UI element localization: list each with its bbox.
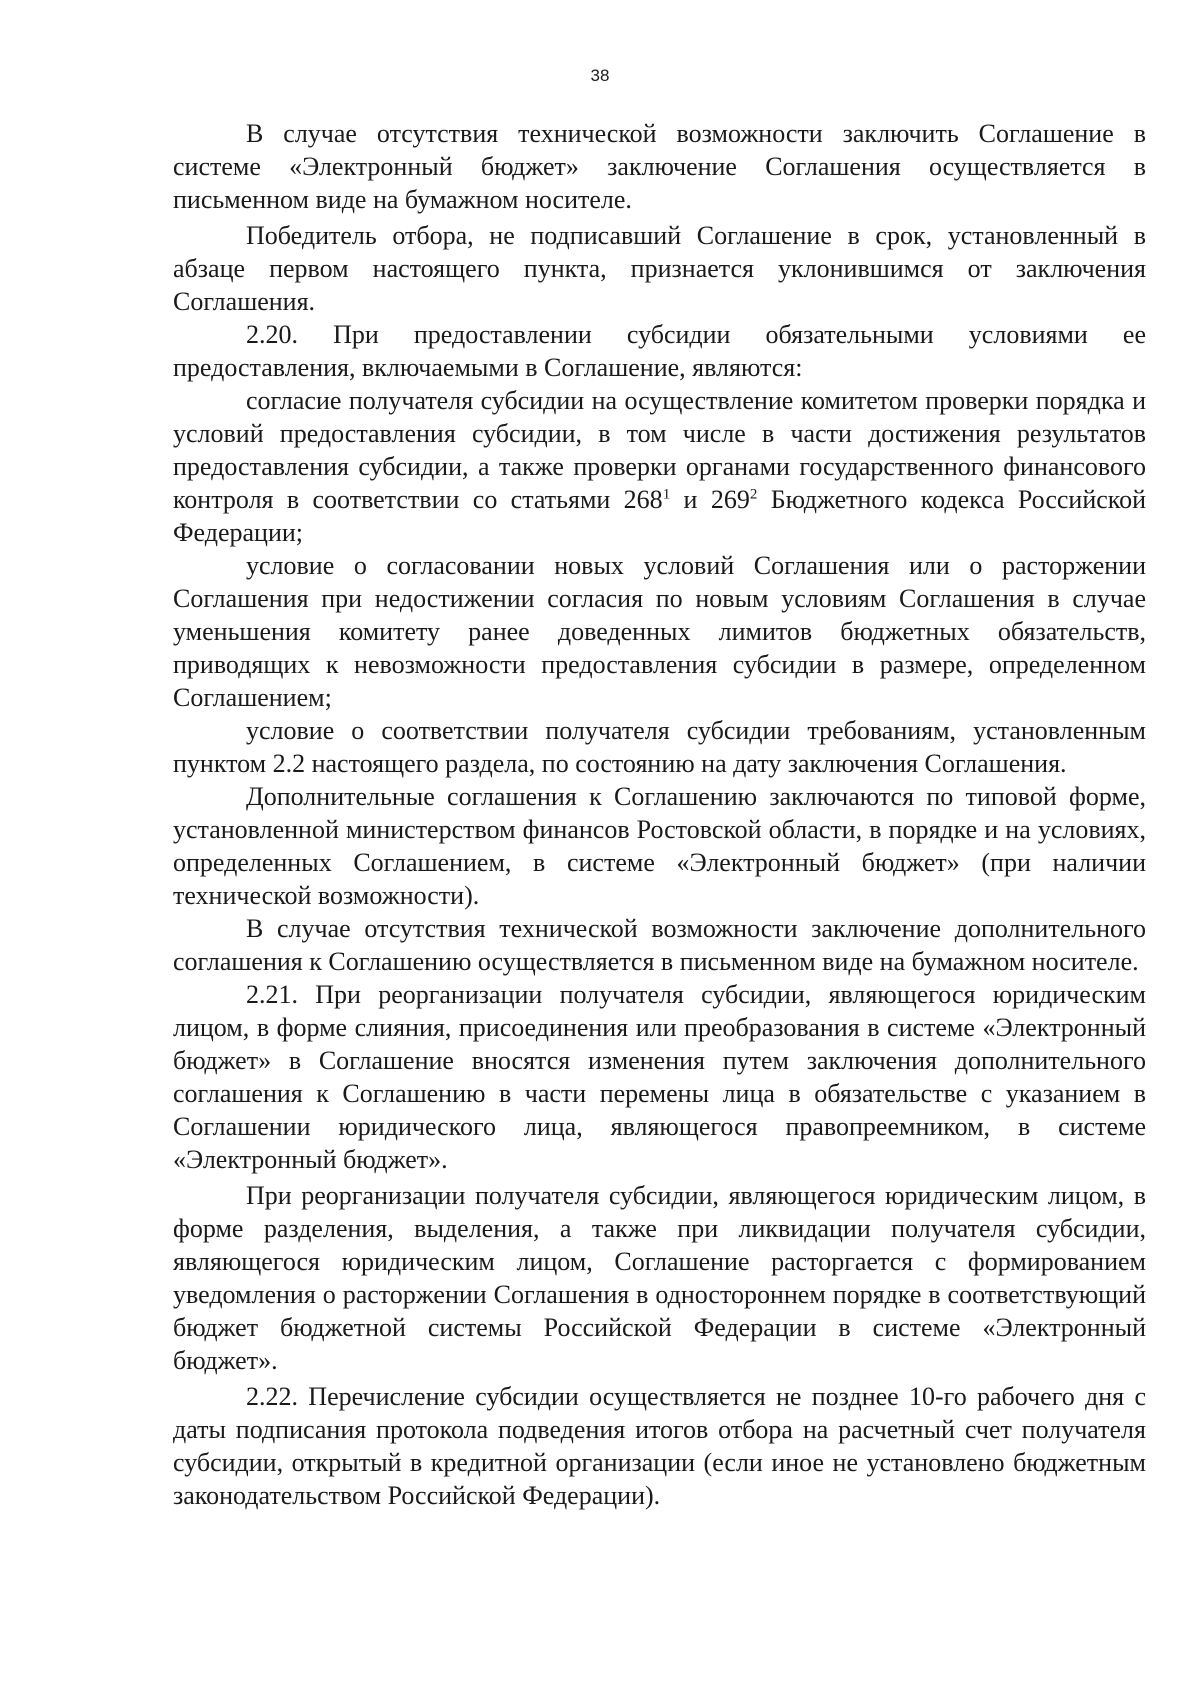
- superscript-footnote: 1: [662, 486, 671, 503]
- superscript-footnote: 2: [749, 486, 758, 503]
- paragraph-clause-2-21: 2.21. При реорганизации получателя субсидии, являющегося юридическим лицом, в форме слияния, присоединения или преобразования в системе «Электронный бюджет» в Соглашение вносятся изменения путем заключения дополнительного соглашения к Соглашению в части перемены лица в обязательстве с указанием в Соглашении юридического лица, являющегося правопреемником, в системе «Электронный бюджет».: [173, 980, 1146, 1174]
- paragraph-clause-2-20: 2.20. При предоставлении субсидии обязательными условиями ее предоставления, включаемыми в Соглашение, являются:: [173, 320, 1146, 382]
- paragraph: В случае отсутствия технической возможности заключение дополнительного соглашения к Соглашению осуществляется в письменном виде на бумажном носителе.: [173, 914, 1146, 976]
- paragraph: условие о согласовании новых условий Соглашения или о расторжении Соглашения при недостижении согласия по новым условиям Соглашения в случае уменьшения комитету ранее доведенных лимитов бюджетных обязательств, приводящих к невозможности предоставления субсидии в размере, определенном Соглашением;: [173, 551, 1146, 712]
- paragraph-text: согласие получателя субсидии на осуществление комитетом проверки порядка и условий предоставления субсидии, в том числе в части достижения результатов предоставления субсидии, а также проверки органами государственного финансового контроля в соответствии со статьями 268: [173, 386, 1146, 514]
- document-body: [173, 117, 1146, 1512]
- paragraph-with-footnotes: [173, 384, 1146, 549]
- paragraph-text: Бюджетного кодекса Российской Федерации;: [173, 485, 1147, 547]
- page-number: 38: [590, 66, 610, 85]
- paragraph-text: и 269: [670, 485, 750, 514]
- paragraph: В случае отсутствия технической возможности заключить Соглашение в системе «Электронный бюджет» заключение Соглашения осуществляется в письменном виде на бумажном носителе.: [173, 119, 1146, 214]
- paragraph: условие о соответствии получателя субсидии требованиям, установленным пунктом 2.2 настоящего раздела, по состоянию на дату заключения Соглашения.: [173, 716, 1146, 778]
- paragraph: При реорганизации получателя субсидии, являющегося юридическим лицом, в форме разделения, выделения, а также при ликвидации получателя субсидии, являющегося юридическим лицом, Соглашение расторгается с формированием уведомления о расторжении Соглашения в одностороннем порядке в соответствующий бюджет бюджетной системы Российской Федерации в системе «Электронный бюджет».: [173, 1181, 1146, 1375]
- paragraph: Дополнительные соглашения к Соглашению заключаются по типовой форме, установленной министерством финансов Ростовской области, в порядке и на условиях, определенных Соглашением, в системе «Электронный бюджет» (при наличии технической возможности).: [173, 782, 1146, 910]
- paragraph-clause-2-22: 2.22. Перечисление субсидии осуществляется не позднее 10-го рабочего дня с даты подписания протокола подведения итогов отбора на расчетный счет получателя субсидии, открытый в кредитной организации (если иное не установлено бюджетным законодательством Российской Федерации).: [173, 1382, 1146, 1510]
- paragraph: Победитель отбора, не подписавший Соглашение в срок, установленный в абзаце первом настоящего пункта, признается уклонившимся от заключения Соглашения.: [173, 221, 1146, 316]
